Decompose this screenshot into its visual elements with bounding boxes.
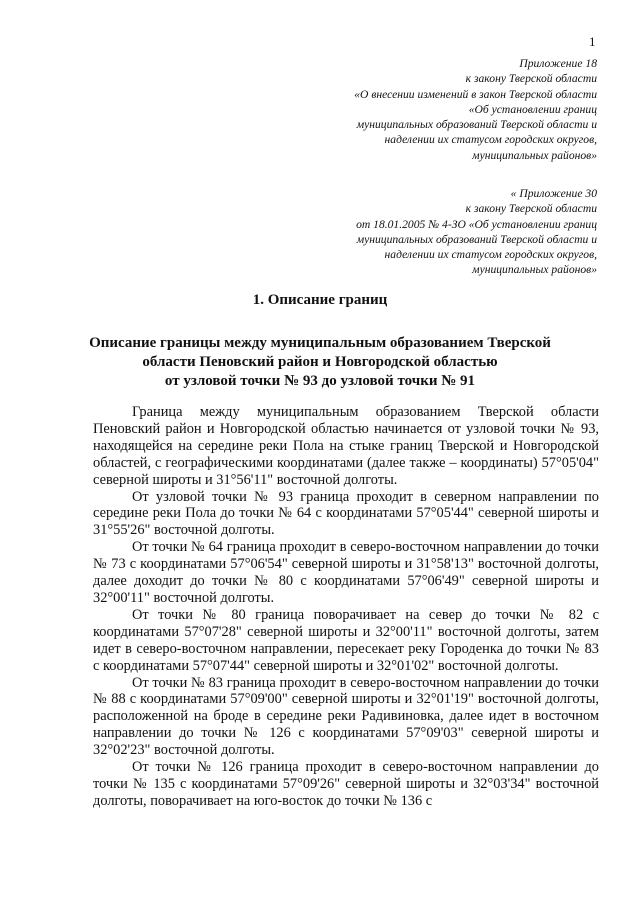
appendix-line: к закону Тверской области xyxy=(465,202,597,216)
body-paragraph: От узловой точки № 93 граница проходит в северном направлении по середине реки Пола до точки № 64 с координатами 57°05'44" северной широты и 31°55'26" восточной долготы. xyxy=(93,488,599,539)
body-paragraph: От точки № 80 граница поворачивает на север до точки № 82 с координатами 57°07'28" северной широты и 32°00'11" восточной долготы, затем идет в северо-восточном направлении, пересекает реку Городенка до точки № 83 с координатами 57°07'44" северной широты и 32°01'02" восточной долготы. xyxy=(93,606,599,674)
appendix-line: муниципальных районов» xyxy=(472,263,597,277)
section-title: 1. Описание границ xyxy=(252,292,388,308)
body-paragraph: От точки № 126 граница проходит в северо-восточном направлении до точки № 135 с координатами 57°09'26" северной широты и 32°03'34" восточной долготы, поворачивает на юго-восток до точки № 136 с xyxy=(93,759,599,809)
body-paragraph: Граница между муниципальным образованием Тверской области Пеновский район и Новгородской областью начинается от узловой точки № 93, находящейся на середине реки Пола на стыке границ Тверской и Новгородской областей, с географическими координатами (далее также – координаты) 57°05'04" северной широты и 31°56'11" восточной долготы. xyxy=(93,404,599,488)
appendix-line: «Об установлении границ xyxy=(468,102,597,116)
appendix-line: Приложение 18 xyxy=(519,57,597,70)
appendix-line: «О внесении изменений в закон Тверской области xyxy=(354,87,597,101)
page-number: 1 xyxy=(589,34,596,49)
appendix-line: к закону Тверской области xyxy=(465,72,597,86)
document-heading xyxy=(0,334,640,391)
appendix-line: муниципальных образований Тверской области и xyxy=(356,232,597,246)
heading-line: Описание границы между муниципальным образованием Тверской xyxy=(89,335,551,351)
appendix-line: наделении их статусом городских округов, xyxy=(384,248,597,262)
heading-line: области Пеновский район и Новгородской областью xyxy=(142,354,498,370)
body-paragraph: От точки № 83 граница проходит в северо-восточном направлении до точки № 88 с координатами 57°09'00" северной широты и 32°01'19" восточной долготы, расположенной на броде в середине реки Радивиновка, далее идет в восточном направлении до точки № 126 с координатами 57°09'03" северной широты и 32°02'23" восточной долготы. xyxy=(93,674,599,759)
appendix-line: « Приложение 30 xyxy=(510,187,597,200)
document-body xyxy=(93,404,599,810)
body-paragraph: От точки № 64 граница проходит в северо-восточном направлении до точки № 73 с координатами 57°06'54" северной широты и 31°58'13" восточной долготы, далее доходит до точки № 80 с координатами 57°06'49" северной широты и 32°00'11" восточной долготы. xyxy=(93,539,599,606)
heading-line: от узловой точки № 93 до узловой точки № 91 xyxy=(164,373,476,389)
appendix-line: муниципальных образований Тверской области и xyxy=(356,118,597,132)
appendix-line: муниципальных районов» xyxy=(472,148,597,162)
appendix-30-header xyxy=(356,186,597,278)
appendix-line: от 18.01.2005 № 4-ЗО «Об установлении границ xyxy=(356,217,597,231)
appendix-18-header xyxy=(354,56,597,163)
appendix-line: наделении их статусом городских округов, xyxy=(384,133,597,147)
